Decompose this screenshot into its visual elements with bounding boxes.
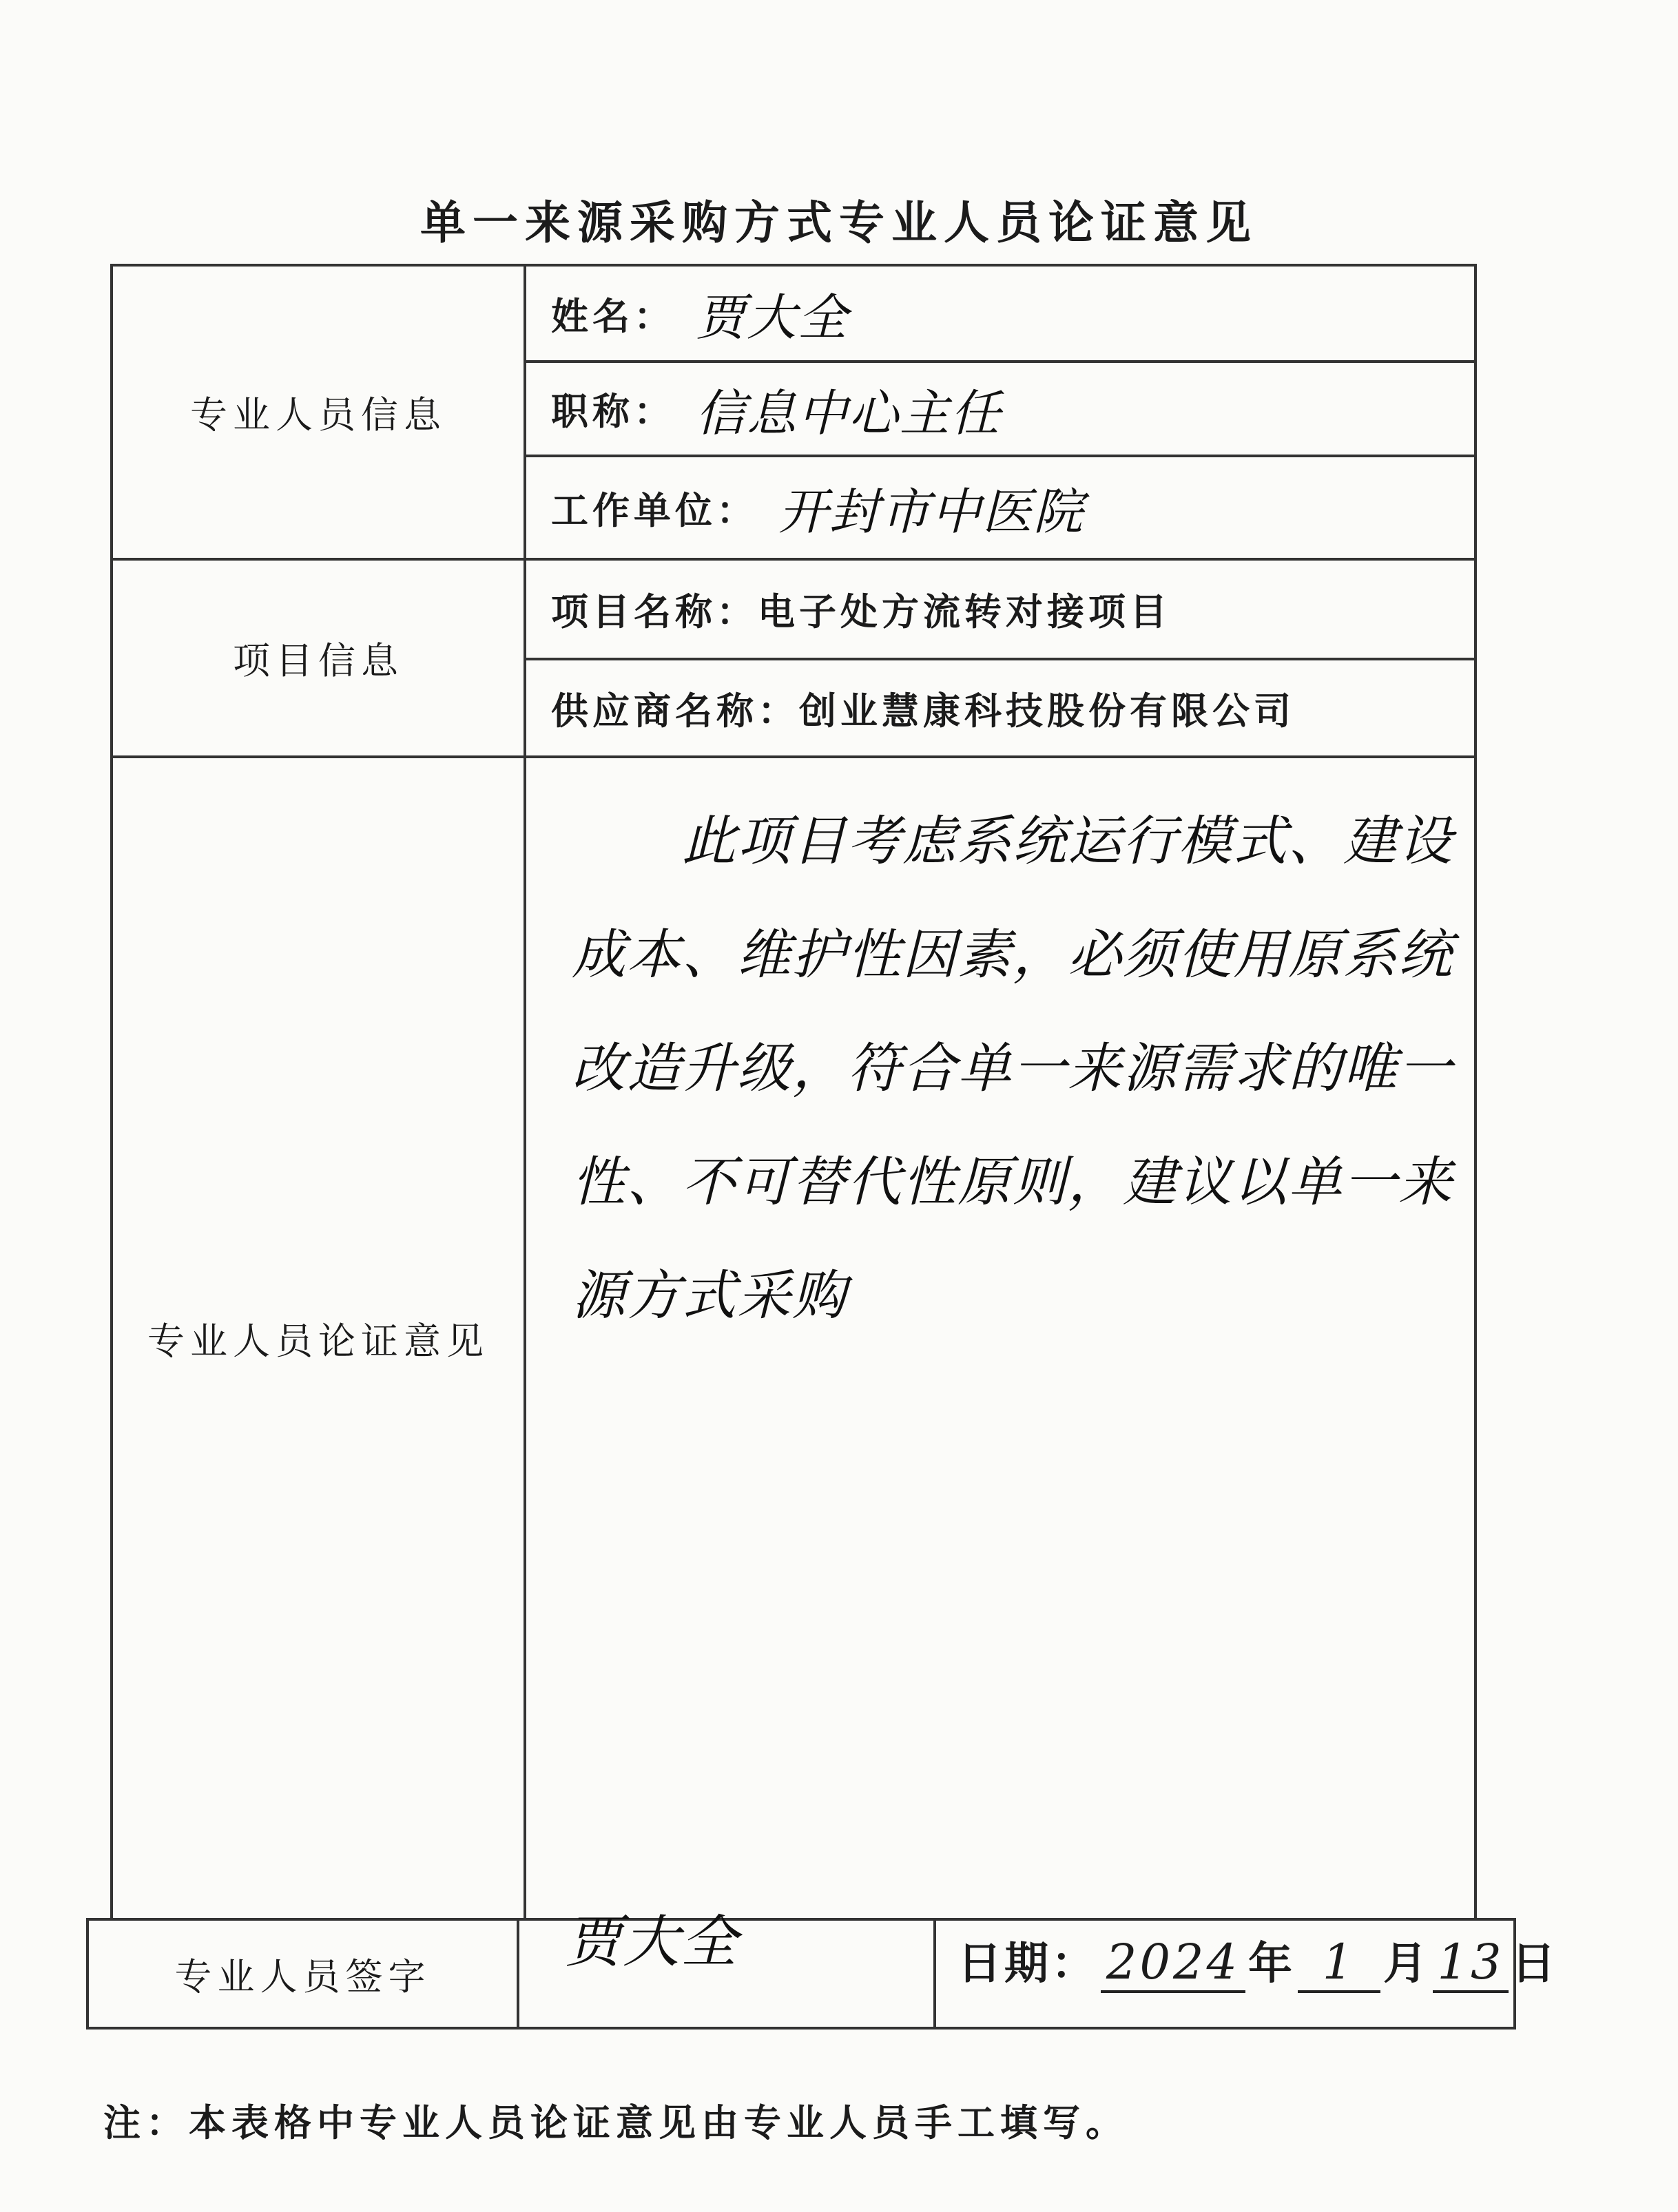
date-year: 2024 [1101, 1934, 1245, 1993]
date-day: 13 [1433, 1934, 1509, 1993]
name-value: 贾大全 [696, 289, 849, 346]
table-border-right [1474, 264, 1477, 1919]
project-info-label: 项目信息 [233, 639, 404, 682]
signature-label: 专业人员签字 [174, 1954, 431, 1999]
job-title-value: 信息中心主任 [696, 384, 1002, 442]
column-divider [933, 1918, 936, 2030]
date-label: 日期： [957, 1939, 1098, 1990]
supplier-name: 供应商名称：创业慧康科技股份有限公司 [551, 689, 1295, 733]
date-year-unit: 年 [1248, 1939, 1295, 1990]
project-name-field [551, 561, 1171, 658]
job-title-label: 职称： [551, 390, 675, 433]
work-unit-value: 开封市中医院 [778, 483, 1085, 541]
name-field [551, 267, 849, 360]
personnel-info-label: 专业人员信息 [190, 393, 446, 437]
page-title: 单一来源采购方式专业人员论证意见 [420, 196, 1258, 249]
job-title-field [551, 363, 1002, 455]
name-label: 姓名： [551, 294, 675, 338]
project-name: 项目名称：电子处方流转对接项目 [551, 590, 1171, 634]
signature-value: 贾大全 [565, 1910, 738, 1975]
date-day-unit: 日 [1511, 1939, 1558, 1990]
work-unit-field [551, 457, 1084, 558]
column-divider [517, 1918, 519, 2030]
opinion-label: 专业人员论证意见 [147, 1319, 489, 1363]
work-unit-label: 工作单位： [551, 488, 758, 532]
opinion-text: 此项目考虑系统运行模式、建设成本、维护性因素，必须使用原系统改造升级，符合单一来源需求的唯一性、不可替代性原则，建议以单一来源方式采购 [572, 811, 1454, 1327]
table-border-bottom [86, 2027, 1516, 2030]
footnote: 注：本表格中专业人员论证意见由专业人员手工填写。 [103, 2101, 1128, 2145]
column-divider [524, 264, 526, 1919]
date-month: 1 [1298, 1934, 1380, 1993]
date-month-unit: 月 [1383, 1939, 1430, 1990]
date-field [957, 1928, 1558, 1993]
supplier-name-field [551, 660, 1295, 755]
